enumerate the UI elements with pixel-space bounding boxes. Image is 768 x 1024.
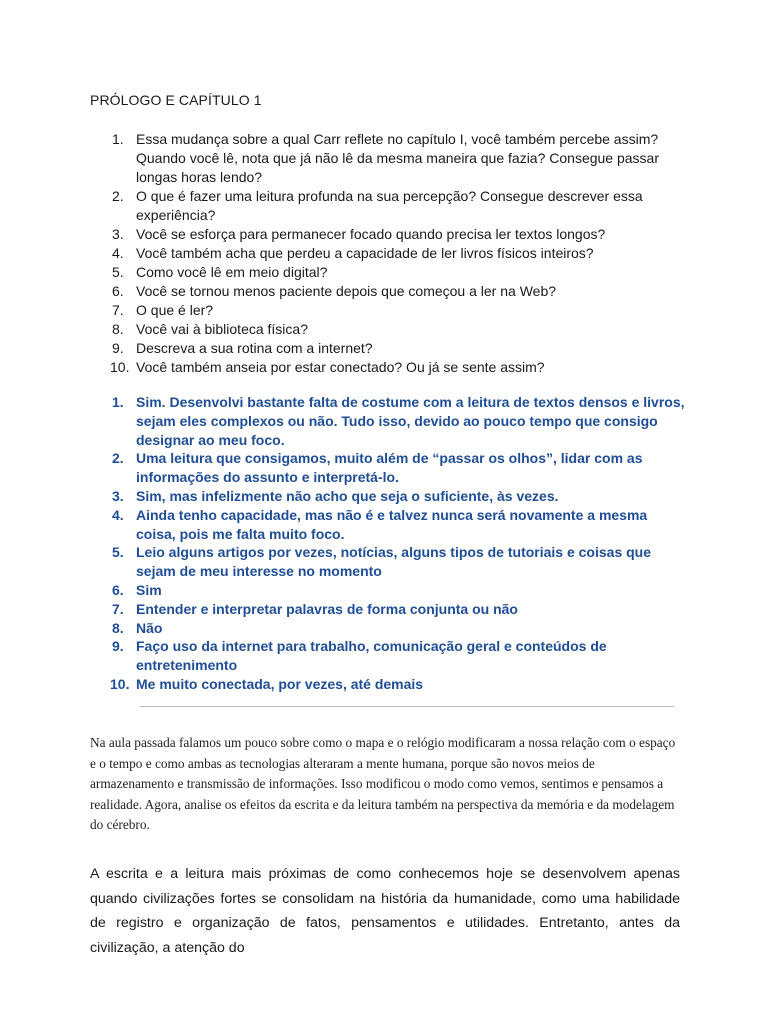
answer-item-text: Me muito conectada, por vezes, até demais [136, 675, 424, 692]
answer-item [90, 600, 690, 619]
answer-item-number: 1. [112, 394, 124, 410]
question-item-text: Você se esforça para permanecer focado quando precisa ler textos longos? [136, 226, 606, 242]
question-item-text: Essa mudança sobre a qual Carr reflete no capítulo I, você também percebe assim? Quando você lê, nota que já não lê da mesma maneira que fazia? Consegue passar longas horas lendo? [136, 131, 660, 185]
question-item [90, 358, 690, 377]
question-item-number: 7. [112, 302, 124, 318]
answer-item-number: 6. [112, 581, 124, 598]
question-item [90, 225, 690, 244]
questions-list [90, 130, 690, 377]
answer-item-number: 10. [110, 675, 130, 692]
answer-item-text: Ainda tenho capacidade, mas não é e talvez nunca será novamente a mesma coisa, pois me falta muito foco. [136, 506, 648, 542]
answer-item [90, 506, 690, 544]
question-item-text: Você se tornou menos paciente depois que começou a ler na Web? [136, 283, 557, 299]
question-item-number: 6. [112, 283, 124, 299]
question-item-text: O que é fazer uma leitura profunda na sua percepção? Consegue descrever essa experiência? [136, 188, 643, 223]
question-item-number: 1. [112, 131, 124, 147]
question-item-text: Você vai à biblioteca física? [136, 321, 308, 337]
question-item-number: 8. [112, 321, 124, 337]
question-item-text: Você também anseia por estar conectado? Ou já se sente assim? [136, 359, 545, 375]
question-item [90, 130, 690, 187]
answer-item-text: Entender e interpretar palavras de forma conjunta ou não [136, 600, 518, 617]
answer-item-text: Não [136, 619, 163, 636]
answer-item-number: 2. [112, 450, 124, 467]
answers-list [90, 393, 690, 694]
question-item-number: 9. [112, 340, 124, 356]
answer-item [90, 393, 690, 449]
answer-item-number: 5. [112, 544, 124, 561]
question-item-number: 2. [112, 188, 124, 204]
answer-item-text: Uma leitura que consigamos, muito além de “passar os olhos”, lidar com as informações do assunto e interpretá-lo. [136, 450, 643, 486]
answer-item-number: 7. [112, 600, 124, 617]
question-item [90, 320, 690, 339]
question-item-number: 10. [110, 359, 130, 375]
answer-item-text: Sim [136, 581, 162, 598]
answer-item [90, 449, 690, 487]
answer-item [90, 581, 690, 600]
answer-item-text: Sim, mas infelizmente não acho que seja o suficiente, às vezes. [136, 487, 559, 504]
answer-item-number: 8. [112, 619, 124, 636]
answer-item-number: 3. [112, 487, 124, 504]
question-item-number: 3. [112, 226, 124, 242]
answer-item [90, 619, 690, 638]
question-item [90, 339, 690, 358]
question-item [90, 263, 690, 282]
page-title: PRÓLOGO E CAPÍTULO 1 [90, 92, 262, 108]
question-item-number: 4. [112, 245, 124, 261]
answer-item-text: Faço uso da internet para trabalho, comunicação geral e conteúdos de entretenimento [136, 638, 607, 674]
question-item-text: Descreva a sua rotina com a internet? [136, 340, 373, 356]
question-item [90, 244, 690, 263]
essay-paragraph: A escrita e a leitura mais próximas de como conhecemos hoje se desenvolvem apenas quando civilizações fortes se consolidam na história da humanidade, como uma habilidade de registro e organização de fatos, pensamentos e utilidades. Entretanto, antes da civilização, a atenção do [90, 866, 680, 956]
question-item [90, 187, 690, 225]
prompt-paragraph: Na aula passada falamos um pouco sobre como o mapa e o relógio modificaram a nossa relação com o espaço e o tempo e como ambas as tecnologias alteraram a mente humana, porque são novos meios de armazenamento e transmissão de informações. Isso modificou o modo como vemos, sentimos e pensamos a realidade. Agora, analise os efeitos da escrita e da leitura também na perspectiva da memória e da modelagem do cérebro. [90, 735, 676, 832]
answer-item-number: 4. [112, 506, 124, 523]
question-item [90, 301, 690, 320]
answer-item-text: Leio alguns artigos por vezes, notícias, alguns tipos de tutoriais e coisas que sejam de meu interesse no momento [136, 544, 652, 580]
answer-item-number: 9. [112, 638, 124, 655]
question-item-text: O que é ler? [136, 302, 214, 318]
answer-item [90, 675, 690, 694]
question-item-number: 5. [112, 264, 124, 280]
question-item-text: Como você lê em meio digital? [136, 264, 328, 280]
horizontal-divider [140, 706, 674, 707]
answer-item [90, 487, 690, 506]
question-item-text: Você também acha que perdeu a capacidade de ler livros físicos inteiros? [136, 245, 594, 261]
question-item [90, 282, 690, 301]
answer-item-text: Sim. Desenvolvi bastante falta de costume com a leitura de textos densos e livros, sejam eles complexos ou não. Tudo isso, devido ao pouco tempo que consigo designar ao meu foco. [136, 394, 685, 448]
answer-item [90, 637, 690, 675]
answer-item [90, 543, 690, 581]
